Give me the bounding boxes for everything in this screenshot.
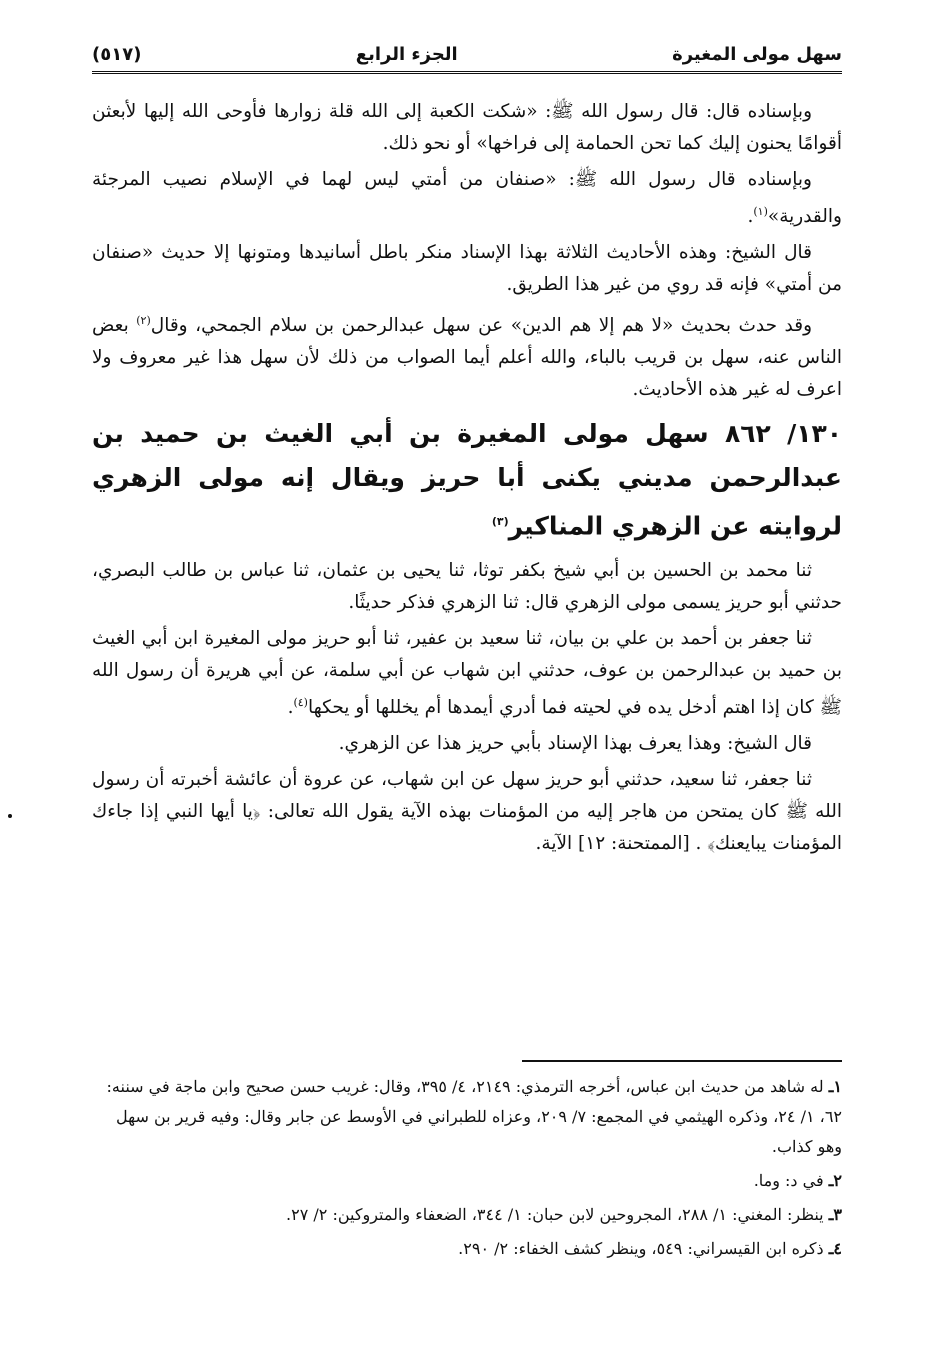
volume-title: الجزء الرابع: [355, 44, 458, 65]
footnote-text: له شاهد من حديث ابن عباس، أخرجه الترمذي: ٢١٤٩، ٤/ ٣٩٥، وقال: غريب حسن صحيح وابن ماجة في سننه: ٦٢، ١/ ٢٤، وذكره الهيثمي في المجمع: ٧/ ٢٠٩، وعزاه للطبراني في الأوسط عن جابر وقال: وفيه قرير بن سهل وهو كذاب.: [106, 1077, 842, 1156]
paragraph: وبإسناده قال رسول الله ﷺ: «صنفان من أمتي ليس لهما في الإسلام نصيب المرجئة والقدرية»$^{(١)}$.: [92, 169, 842, 228]
footnotes: [92, 1072, 842, 1268]
footnote-ref[interactable]: (٤): [293, 695, 308, 709]
margin-mark: [8, 814, 12, 818]
footnote-ref[interactable]: (٢): [136, 314, 151, 328]
paragraph-text: وبإسناده قال رسول الله ﷺ: «صنفان من أمتي ليس لهما في الإسلام نصيب المرجئة والقدرية»: [92, 169, 842, 228]
footnote-text: في د: وما.: [753, 1171, 824, 1190]
running-title: سهل مولى المغيرة: [672, 44, 842, 65]
paragraph: [92, 305, 842, 406]
footnote: [92, 1200, 842, 1230]
paragraph: قال الشيخ: وهذا يعرف بهذا الإسناد بأبي حريز هذا عن الزهري.: [338, 732, 812, 754]
paragraph-text: ثنا جعفر بن أحمد بن علي بن بيان، ثنا سعيد بن عفير، ثنا أبو حريز مولى المغيرة ابن أبي الغيث بن حميد بن عبدالرحمن بن عوف، حدثني ابن شهاب عن أبي سلمة، عن أبي هريرة أن رسول الله ﷺ كان إذا اهتم أدخل يده في لحيته فما أدري أيمدها أم يخللها أو يحكها: [92, 627, 842, 718]
page-header: [92, 34, 842, 74]
footnote-number: ٣ـ: [828, 1205, 842, 1224]
footnote-text: ذكره ابن القيسراني: ٥٤٩، وينظر كشف الخفاء: ٢/ ٢٩٠.: [458, 1239, 824, 1258]
paragraph: ثنا محمد بن الحسين بن أبي شيخ بكفر توثا، ثنا يحيى بن عثمان، ثنا عباس بن طالب البصري، حدثني أبو حريز يسمى مولى الزهري قال: ثنا الزهري فذكر حديثًا.: [92, 559, 842, 613]
paragraph-text: بعض الناس عنه، سهل بن قريب بالباء، والله أعلم أيما الصواب من ذلك لأن سهل هذا غير معروف ولا اعرف له غير هذه الأحاديث.: [92, 315, 842, 401]
paragraph: ثنا جعفر بن أحمد بن علي بن بيان، ثنا سعيد بن عفير، ثنا أبو حريز مولى المغيرة ابن أبي الغيث بن حميد بن عبدالرحمن بن عوف، حدثني ابن شهاب عن أبي سلمة، عن أبي هريرة أن رسول الله ﷺ كان إذا اهتم أدخل يده في لحيته فما أدري أيمدها أم يخللها أو يحكها$^{(٤)}$.: [92, 627, 842, 718]
entry-heading-text: ١٣٠/ ٨٦٢ سهل مولى المغيرة بن أبي الغيث بن حميد بن عبدالرحمن مديني يكنى أبا حريز ويقال إنه مولى الزهري لروايته عن الزهري المناكير: [92, 419, 842, 541]
footnote-ref[interactable]: (١): [753, 205, 768, 218]
footnote: [92, 1072, 842, 1162]
entry-heading: [92, 412, 842, 548]
footnote-number: ١ـ: [828, 1077, 842, 1096]
page-number: (٥١٧): [92, 44, 142, 65]
footnote-text: ينظر: المغني: ١/ ٢٨٨، المجروحين لابن حبان: ١/ ٣٤٤، الضعفاء والمتروكين: ٢/ ٢٧.: [286, 1205, 824, 1224]
footnote-ref[interactable]: (٣): [491, 515, 509, 529]
paragraph: وبإسناده قال: قال رسول الله ﷺ: «شكت الكعبة إلى الله قلة زوارها فأوحى الله إليها لأبعثن أقوامًا يحنون إليك كما تحن الحمامة إلى فراخها» أو نحو ذلك.: [92, 101, 842, 154]
footnote: [92, 1234, 842, 1264]
main-text: [92, 96, 842, 864]
footnote-number: ٢ـ: [828, 1171, 842, 1190]
paragraph: قال الشيخ: وهذه الأحاديث الثلاثة بهذا الإسناد منكر باطل أسانيدها ومتونها إلا حديث «صنفان من أمتي» فإنه قد روي من غير هذا الطريق.: [92, 242, 842, 296]
paragraph: ثنا جعفر، ثنا سعيد، حدثني أبو حريز سهل عن ابن شهاب، عن عروة أن عائشة أخبرته أن رسول الله ﷺ كان يمتحن من هاجر إليه من المؤمنات بهذه الآية يقول الله تعالى: ﴿يا أيها النبي إذا جاءك المؤمنات يبايعنك﴾ . [الممتحنة: ١٢] الآية.: [92, 768, 842, 854]
footnote-number: ٤ـ: [828, 1239, 842, 1258]
footnote: [92, 1166, 842, 1196]
footnote-divider: [522, 1060, 842, 1062]
paragraph-text: وقد حدث بحديث «لا هم إلا هم الدين» عن سهل عبدالرحمن بن سلام الجمحي، وقال: [150, 315, 813, 337]
